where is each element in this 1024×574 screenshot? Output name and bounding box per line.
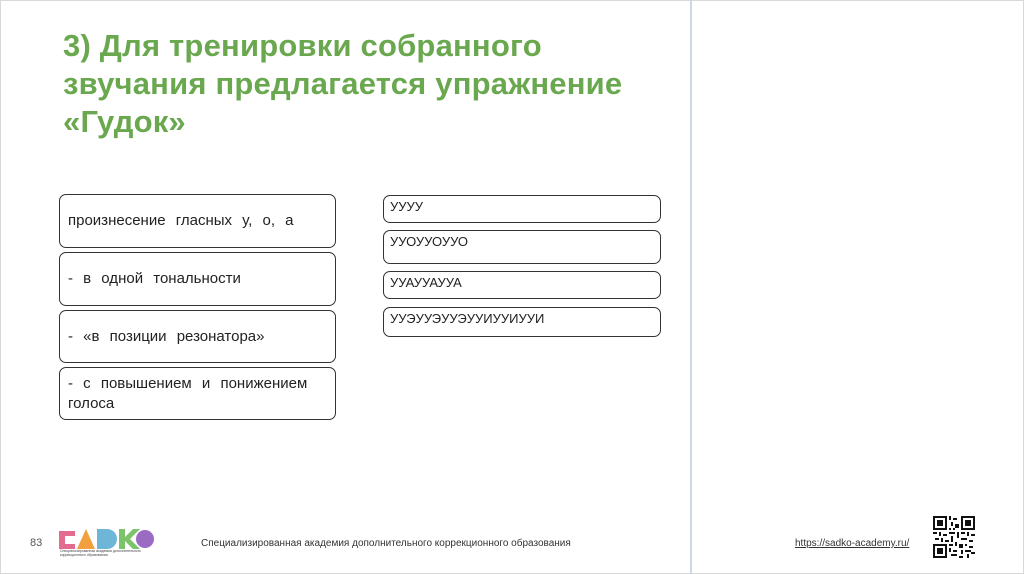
title-line: «Гудок» (63, 104, 186, 139)
left-item-text: произнесение гласных у, о, а (68, 212, 294, 229)
right-item-box (383, 195, 661, 223)
left-item-box (59, 194, 336, 248)
left-item-text: - с повышением и понижением голоса (68, 374, 308, 412)
right-item-text: УУАУУАУУА (390, 275, 462, 290)
left-item-box (59, 310, 336, 363)
logo-subtitle: Специализированная академия дополнительного коррекционного образования (60, 549, 141, 557)
qr-code-icon (933, 516, 975, 558)
slide-divider (690, 0, 692, 574)
slide-title (63, 27, 683, 141)
website-link[interactable]: https://sadko-academy.ru/ (795, 538, 910, 549)
title-line: звучания предлагается упражнение (63, 66, 623, 101)
right-item-box (383, 307, 661, 337)
right-item-box (383, 230, 661, 264)
left-item-box (59, 367, 336, 420)
right-item-text: УУОУУОУУО (390, 234, 469, 249)
org-name: Специализированная академия дополнительного коррекционного образования (201, 538, 571, 549)
left-item-box (59, 252, 336, 306)
page-number: 83 (30, 537, 43, 549)
title-line: 3) Для тренировки собранного (63, 28, 542, 63)
right-item-text: УУУУ (390, 199, 424, 214)
left-item-text: - «в позиции резонатора» (68, 327, 265, 345)
right-item-box (383, 271, 661, 299)
right-item-text: УУЭУУЭУУЭУУИУУИУУИ (390, 311, 545, 326)
left-item-text: - в одной тональности (68, 270, 241, 287)
